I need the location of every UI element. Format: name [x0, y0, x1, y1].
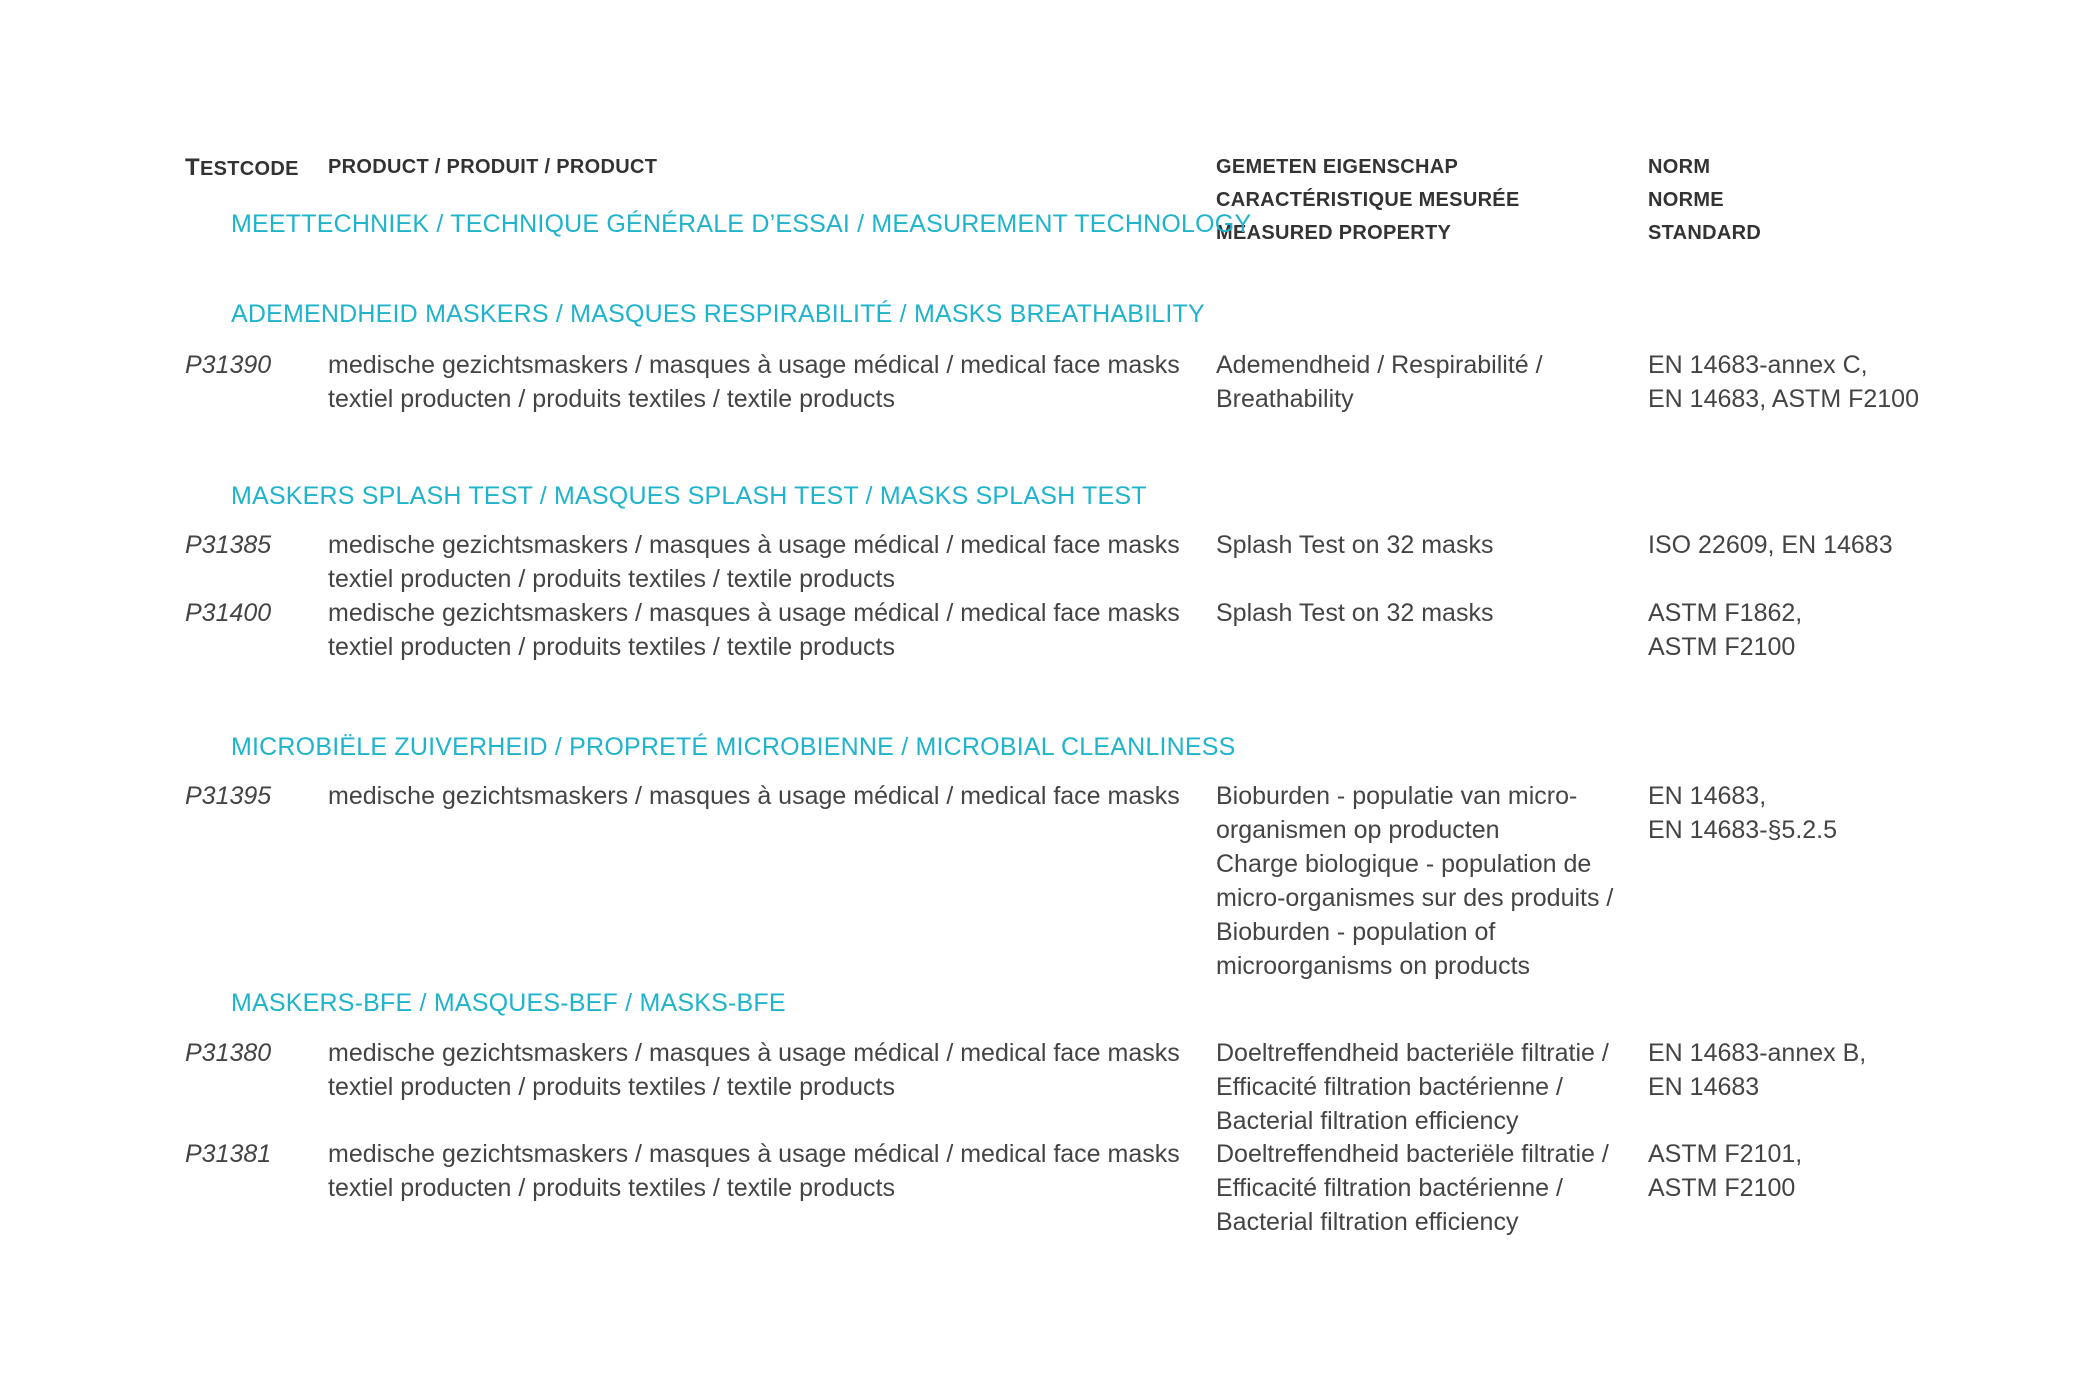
norm-line: EN 14683,	[1648, 782, 1767, 810]
header-measured-property	[1216, 151, 1520, 250]
property-cell	[1216, 779, 1613, 983]
header-testcode-initial: T	[185, 154, 200, 181]
product-line: textiel producten / produits textiles / textile products	[328, 633, 895, 661]
section-title-microbial-cleanliness: MICROBIËLE ZUIVERHEID / PROPRETÉ MICROBIENNE / MICROBIAL CLEANLINESS	[231, 733, 1236, 761]
testcode: P31400	[185, 599, 272, 627]
product-cell	[328, 348, 1180, 416]
property-line: Breathability	[1216, 385, 1354, 413]
testcode: P31385	[185, 531, 272, 559]
norm-line: EN 14683, ASTM F2100	[1648, 385, 1919, 413]
property-line: Bacterial filtration efficiency	[1216, 1208, 1519, 1236]
product-cell	[328, 596, 1180, 664]
property-line: microorganisms on products	[1216, 952, 1531, 980]
product-line: medische gezichtsmaskers / masques à usage médical / medical face masks	[328, 782, 1180, 810]
property-line: Splash Test on 32 masks	[1216, 531, 1494, 559]
norm-line: EN 14683	[1648, 1073, 1760, 1101]
property-cell	[1216, 1137, 1609, 1239]
property-line: Efficacité filtration bactérienne /	[1216, 1174, 1563, 1202]
header-testcode	[185, 151, 299, 186]
product-line: medische gezichtsmaskers / masques à usage médical / medical face masks	[328, 1039, 1180, 1067]
product-line: textiel producten / produits textiles / textile products	[328, 1073, 895, 1101]
norm-line: ASTM F2101,	[1648, 1140, 1803, 1168]
norm-cell	[1648, 779, 1837, 847]
norm-cell	[1648, 528, 1893, 562]
property-line: Ademendheid / Respirabilité /	[1216, 351, 1543, 379]
header-testcode-rest: ESTCODE	[199, 158, 299, 180]
header-norm-line: STANDARD	[1648, 222, 1762, 244]
property-cell	[1216, 528, 1493, 562]
section-title-splash-test: MASKERS SPLASH TEST / MASQUES SPLASH TEST / MASKS SPLASH TEST	[231, 482, 1147, 510]
norm-cell	[1648, 596, 1802, 664]
property-cell	[1216, 596, 1493, 630]
norm-line: ASTM F2100	[1648, 1174, 1796, 1202]
property-line: Splash Test on 32 masks	[1216, 599, 1494, 627]
product-line: medische gezichtsmaskers / masques à usage médical / medical face masks	[328, 1140, 1180, 1168]
norm-cell	[1648, 1137, 1802, 1205]
property-line: Doeltreffendheid bacteriële filtratie /	[1216, 1039, 1609, 1067]
header-property-line: GEMETEN EIGENSCHAP	[1216, 156, 1459, 178]
property-line: Bioburden - populatie van micro-	[1216, 782, 1578, 810]
product-line: medische gezichtsmaskers / masques à usage médical / medical face masks	[328, 531, 1180, 559]
testcode: P31395	[185, 782, 272, 810]
header-norm-line: NORME	[1648, 189, 1724, 211]
product-cell	[328, 1137, 1180, 1205]
product-cell	[328, 779, 1180, 813]
header-product: PRODUCT / PRODUIT / PRODUCT	[328, 156, 658, 178]
product-line: textiel producten / produits textiles / textile products	[328, 1174, 895, 1202]
testcode: P31380	[185, 1039, 272, 1067]
norm-line: EN 14683-annex B,	[1648, 1039, 1867, 1067]
norm-line: ASTM F1862,	[1648, 599, 1803, 627]
product-line: medische gezichtsmaskers / masques à usage médical / medical face masks	[328, 599, 1180, 627]
property-cell	[1216, 1036, 1609, 1138]
section-title-masks-bfe: MASKERS-BFE / MASQUES-BEF / MASKS-BFE	[231, 989, 786, 1017]
product-cell	[328, 528, 1180, 596]
header-property-line: MEASURED PROPERTY	[1216, 222, 1452, 244]
product-line: textiel producten / produits textiles / textile products	[328, 565, 895, 593]
norm-line: ASTM F2100	[1648, 633, 1796, 661]
header-norm-line: NORM	[1648, 156, 1711, 178]
norm-line: EN 14683-§5.2.5	[1648, 816, 1838, 844]
product-line: textiel producten / produits textiles / textile products	[328, 385, 895, 413]
norm-cell	[1648, 348, 1919, 416]
product-line: medische gezichtsmaskers / masques à usage médical / medical face masks	[328, 351, 1180, 379]
property-line: Doeltreffendheid bacteriële filtratie /	[1216, 1140, 1609, 1168]
property-cell	[1216, 348, 1543, 416]
property-line: micro-organismes sur des produits /	[1216, 884, 1614, 912]
product-cell	[328, 1036, 1180, 1104]
property-line: Efficacité filtration bactérienne /	[1216, 1073, 1563, 1101]
header-property-line: CARACTÉRISTIQUE MESURÉE	[1216, 189, 1520, 211]
section-title-measurement-technology: MEETTECHNIEK / TECHNIQUE GÉNÉRALE D’ESSAI / MEASUREMENT TECHNOLOGY	[231, 210, 1252, 238]
norm-line: EN 14683-annex C,	[1648, 351, 1868, 379]
norm-cell	[1648, 1036, 1866, 1104]
property-line: Charge biologique - population de	[1216, 850, 1592, 878]
testcode: P31390	[185, 351, 272, 379]
norm-line: ISO 22609, EN 14683	[1648, 531, 1893, 559]
header-norm	[1648, 151, 1761, 250]
property-line: Bioburden - population of	[1216, 918, 1496, 946]
section-title-breathability: ADEMENDHEID MASKERS / MASQUES RESPIRABILITÉ / MASKS BREATHABILITY	[231, 300, 1205, 328]
testcode: P31381	[185, 1140, 272, 1168]
property-line: Bacterial filtration efficiency	[1216, 1107, 1519, 1135]
property-line: organismen op producten	[1216, 816, 1500, 844]
